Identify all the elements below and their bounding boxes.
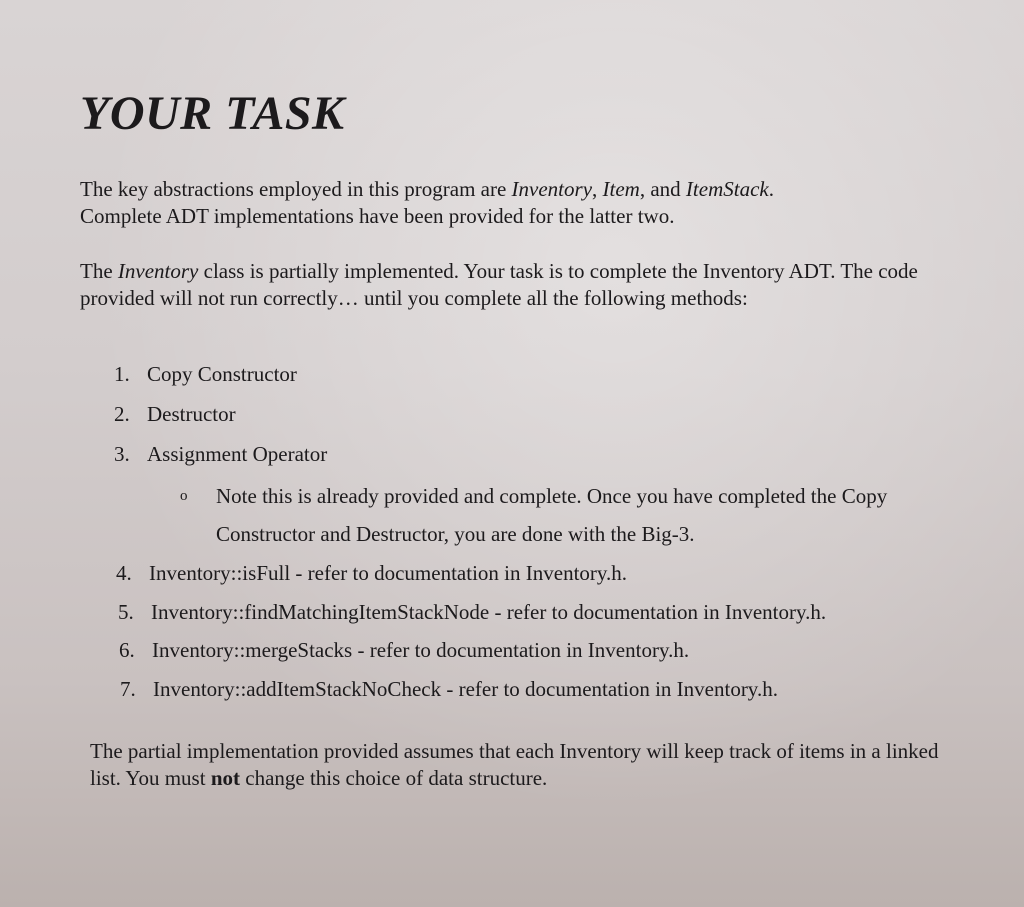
list-text: Inventory::mergeStacks - refer to documentation in Inventory.h. <box>152 638 690 662</box>
note-text: Note this is already provided and complete. Once you have completed the Copy Constructor and Destructor, you are done with the Big-3. <box>216 484 888 546</box>
list-item <box>116 560 627 586</box>
list-number: 5. <box>118 600 134 624</box>
list-number: 1. <box>114 362 130 386</box>
intro-paragraph <box>80 176 940 230</box>
list-text: Assignment Operator <box>147 442 328 466</box>
list-number: 6. <box>119 638 135 662</box>
intro-separator: , <box>592 177 603 201</box>
list-number: 7. <box>120 677 136 701</box>
page-title: YOUR TASK <box>80 87 345 140</box>
task-paragraph <box>80 258 940 312</box>
list-text: Inventory::findMatchingItemStackNode - refer to documentation in Inventory.h. <box>151 600 827 624</box>
list-item <box>114 361 297 387</box>
intro-period: . <box>768 177 774 201</box>
list-text: Destructor <box>147 402 236 426</box>
term-itemstack: ItemStack <box>685 177 769 201</box>
bullet-icon: o <box>180 488 188 504</box>
list-item <box>114 401 236 427</box>
intro-text: The key abstractions employed in this program are <box>80 177 512 201</box>
closing-text: The partial implementation provided assumes that each Inventory will keep track of items in a linked list. You must <box>90 739 939 790</box>
closing-paragraph <box>90 738 950 792</box>
list-number: 3. <box>114 442 130 466</box>
list-text: Copy Constructor <box>147 362 297 386</box>
list-text: Inventory::addItemStackNoCheck - refer to documentation in Inventory.h. <box>153 677 778 701</box>
term-inventory: Inventory <box>511 177 593 201</box>
intro-separator: , and <box>639 177 686 201</box>
list-number: 4. <box>116 561 132 585</box>
intro-line-2: Complete ADT implementations have been provided for the latter two. <box>80 204 675 228</box>
term-item: Item <box>602 177 640 201</box>
list-item <box>119 637 689 663</box>
task-text: class is partially implemented. Your task is to complete the Inventory ADT. The code provided will not run correctly… until you complete all the following methods: <box>80 259 918 310</box>
closing-emphasis: not <box>210 766 240 790</box>
list-item <box>120 676 778 702</box>
list-item <box>118 599 826 625</box>
list-item <box>114 441 327 467</box>
list-number: 2. <box>114 402 130 426</box>
closing-text: change this choice of data structure. <box>240 766 548 790</box>
task-text: The <box>80 259 118 283</box>
term-inventory: Inventory <box>117 259 199 283</box>
list-text: Inventory::isFull - refer to documentation in Inventory.h. <box>149 561 628 585</box>
